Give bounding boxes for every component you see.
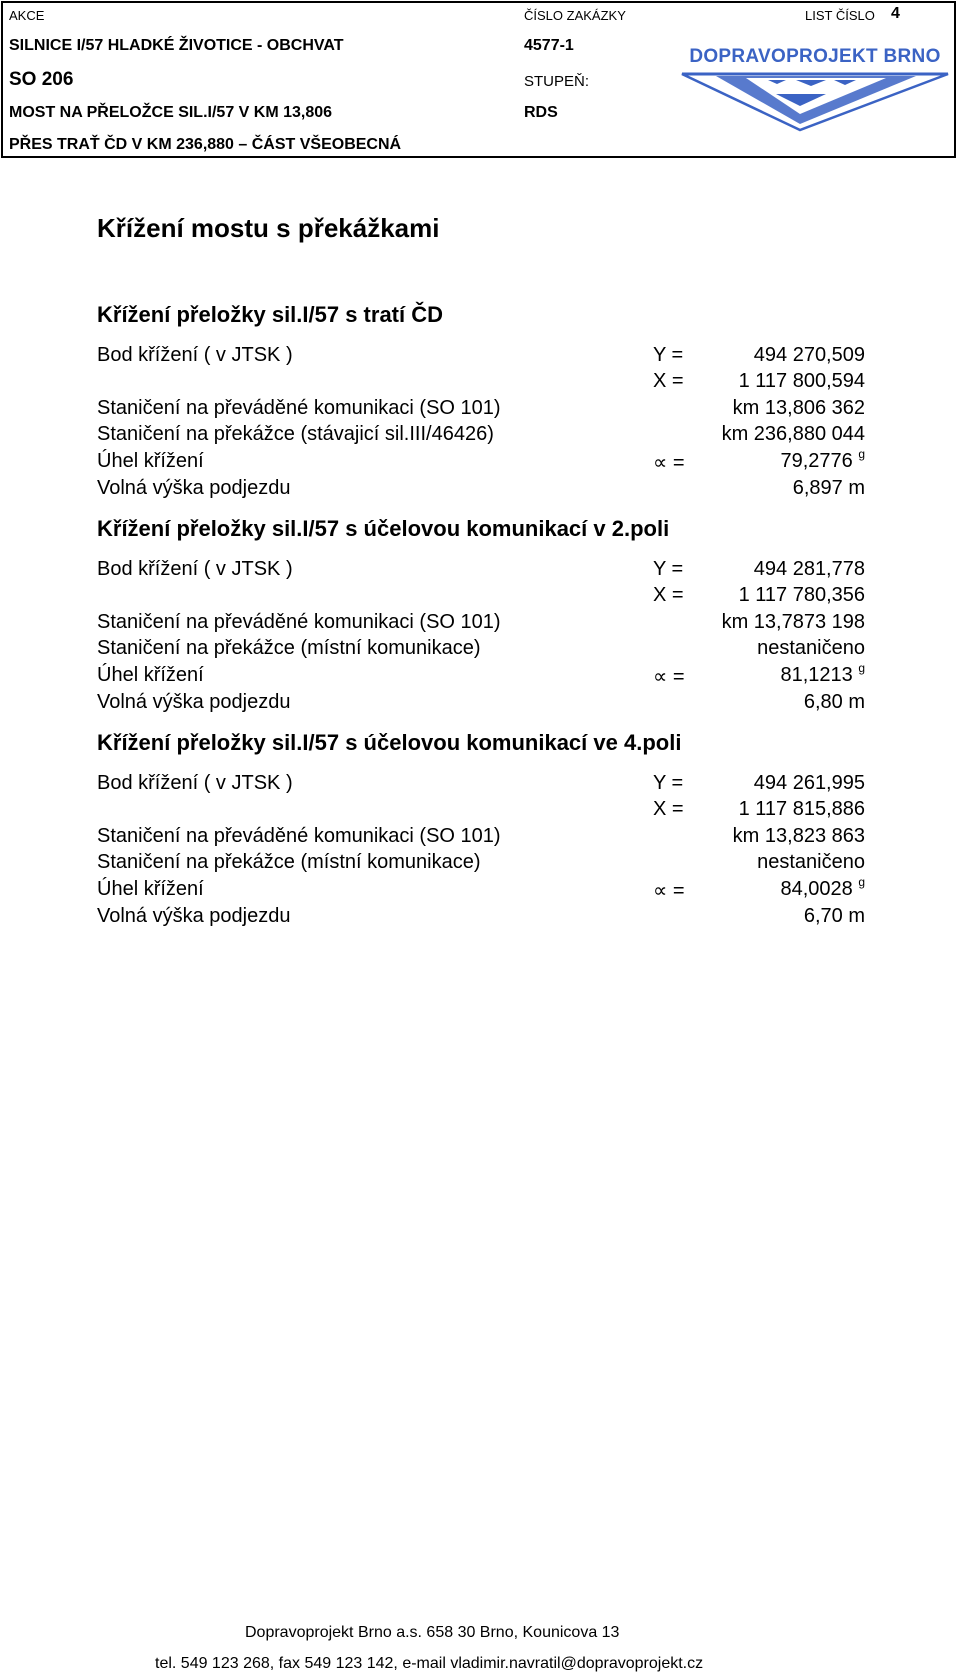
row-value-with-unit [780,875,865,901]
row-value-with-unit [780,447,865,473]
row-symbol: Y = [653,772,684,794]
row-value: 494 281,778 [753,558,865,580]
row-value: 84,0028 [780,878,853,900]
akce-line-3: MOST NA PŘELOŽCE SIL.I/57 V KM 13,806 [9,104,333,121]
row-value: 1 117 780,356 [738,584,865,606]
row-label: Volná výška podjezdu [97,477,291,499]
footer-contact: tel. 549 123 268, fax 549 123 142, e-mail vladimir.navratil@dopravoprojekt.cz [155,1655,704,1672]
row-value: 1 117 800,594 [738,370,865,392]
row-label: Bod křížení ( v JTSK ) [97,558,293,580]
row-symbol: X = [653,370,684,392]
row-label: Staničení na převáděné komunikaci (SO 101) [97,611,501,633]
row-label: Volná výška podjezdu [97,905,291,927]
row-label: Staničení na převáděné komunikaci (SO 101) [97,825,501,847]
row-label: Úhel křížení [97,450,204,472]
stupen-label: STUPEŇ: [524,73,590,90]
row-value: km 13,806 362 [732,397,865,419]
row-label: Volná výška podjezdu [97,691,291,713]
row-value-with-unit [780,661,865,687]
section-heading: Křížení přeložky sil.I/57 s účelovou komunikací v 2.poli [97,516,670,541]
cislo-zakazky-value: 4577-1 [524,37,574,54]
row-label: Bod křížení ( v JTSK ) [97,772,293,794]
akce-line-2: SO 206 [9,69,74,90]
section-heading: Křížení přeložky sil.I/57 s tratí ČD [97,302,444,327]
list-cislo-value: 4 [891,5,900,22]
row-value: km 236,880 044 [721,423,865,445]
logo-text: DOPRAVOPROJEKT BRNO [689,46,941,67]
row-value: 1 117 815,886 [738,798,865,820]
list-cislo-label: LIST ČÍSLO [805,8,875,23]
row-label: Staničení na překážce (místní komunikace) [97,637,481,659]
row-value: 6,897 m [792,477,865,499]
row-symbol: X = [653,798,684,820]
row-unit: g [858,875,865,889]
row-symbol: ∝ = [653,666,685,688]
row-value: 494 270,509 [753,344,865,366]
stupen-value: RDS [524,104,558,121]
footer-address: Dopravoprojekt Brno a.s. 658 30 Brno, Kounicova 13 [245,1624,620,1641]
logo-bridge-icon [676,44,954,134]
row-value: nestaničeno [757,637,865,659]
row-value: 494 261,995 [753,772,865,794]
row-symbol: X = [653,584,684,606]
dopravoprojekt-logo [676,44,954,134]
cislo-zakazky-label: ČÍSLO ZAKÁZKY [524,8,626,23]
row-symbol: ∝ = [653,452,685,474]
row-value: nestaničeno [757,851,865,873]
row-unit: g [858,661,865,675]
row-label: Staničení na převáděné komunikaci (SO 101) [97,397,501,419]
row-value: 79,2776 [780,450,853,472]
row-value: 81,1213 [780,664,853,686]
row-label: Bod křížení ( v JTSK ) [97,344,293,366]
akce-label: AKCE [9,8,45,23]
akce-line-1: SILNICE I/57 HLADKÉ ŽIVOTICE - OBCHVAT [9,37,344,54]
page-title: Křížení mostu s překážkami [97,213,440,243]
row-value: 6,80 m [803,691,865,713]
row-symbol: Y = [653,558,684,580]
row-symbol: ∝ = [653,880,685,902]
row-label: Staničení na překážce (stávajicí sil.III/46426) [97,423,494,445]
row-value: 6,70 m [803,905,865,927]
akce-line-4: PŘES TRAŤ ČD V KM 236,880 – ČÁST VŠEOBECNÁ [9,136,402,153]
row-symbol: Y = [653,344,684,366]
row-label: Úhel křížení [97,878,204,900]
section-heading: Křížení přeložky sil.I/57 s účelovou komunikací ve 4.poli [97,730,682,755]
row-unit: g [858,447,865,461]
row-label: Úhel křížení [97,664,204,686]
row-value: km 13,823 863 [732,825,865,847]
row-value: km 13,7873 198 [721,611,865,633]
row-label: Staničení na překážce (místní komunikace) [97,851,481,873]
